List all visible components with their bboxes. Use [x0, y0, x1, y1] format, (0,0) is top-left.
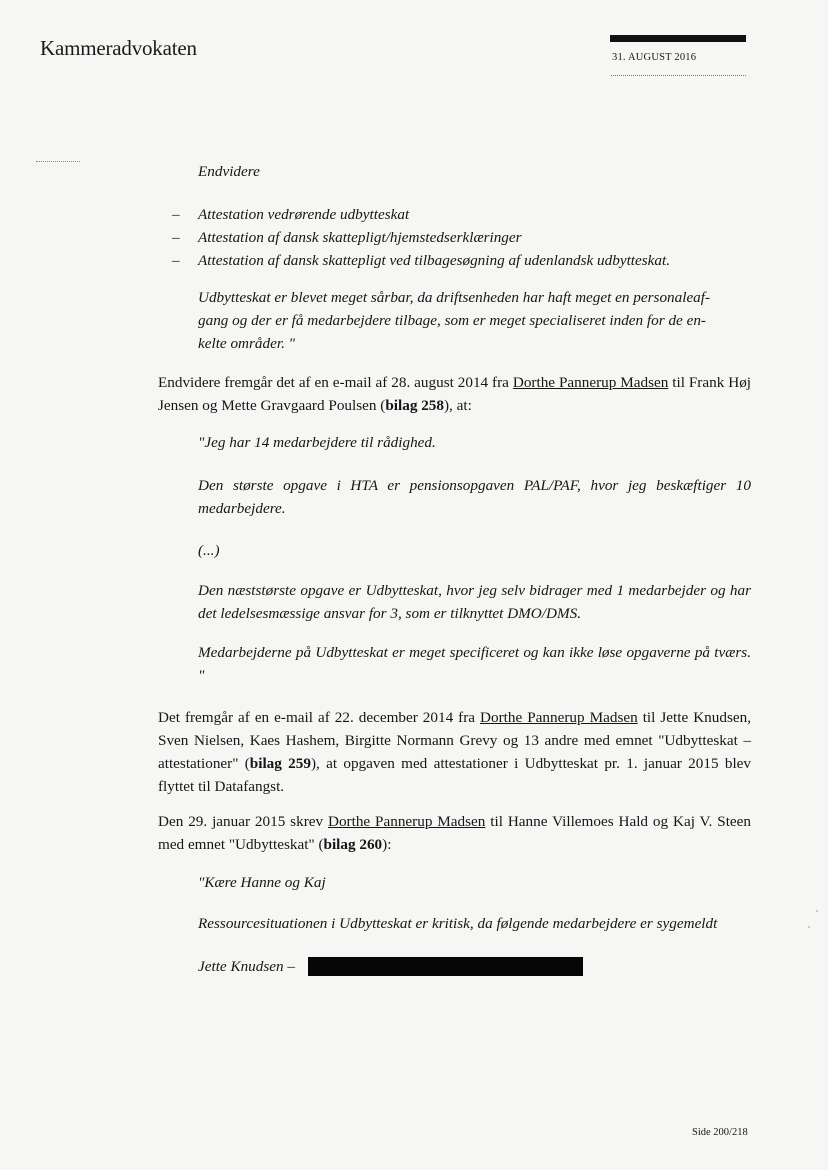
text-run: til Frank Høj Jensen og Mette Gravgaard Poulsen (	[158, 374, 752, 414]
body-paragraph	[158, 371, 751, 417]
list-item	[172, 203, 752, 226]
quote-ellipsis: (...)	[198, 542, 220, 559]
header-rule	[610, 35, 746, 42]
margin-marker	[36, 161, 80, 162]
text-run: ), at:	[444, 397, 472, 414]
text-run: Den 29. januar 2015 skrev	[158, 813, 328, 830]
quote-paragraph: Den største opgave i HTA er pensionsopgaven PAL/PAF, hvor jeg beskæftiger 10 medarbejdere.	[198, 477, 751, 517]
attestation-list	[172, 203, 752, 272]
dash-bullet: –	[172, 206, 180, 223]
dash-bullet: –	[172, 252, 180, 269]
endvidere-heading: Endvidere	[198, 163, 260, 180]
page-number: Side 200/218	[692, 1127, 748, 1138]
brand-name: Kammeradvokaten	[40, 36, 197, 60]
bilag-reference: bilag 258	[385, 397, 444, 414]
text-run: ), at opgaven med attestationer i Udbytteskat pr. 1. januar 2015 blev flyttet til Datafangst.	[158, 755, 751, 795]
quote-name: Jette Knudsen –	[198, 958, 296, 975]
quote-paragraph	[198, 286, 751, 355]
scan-speck	[816, 910, 818, 912]
quote-line: "Jeg har 14 medarbejdere til rådighed.	[198, 434, 436, 451]
quote-line: kelte områder. "	[198, 335, 296, 352]
text-run: ):	[382, 836, 392, 853]
document-date: 31. AUGUST 2016	[612, 52, 697, 63]
bilag-reference: bilag 259	[249, 755, 311, 772]
text-run: Det fremgår af en e-mail af 22. december 2014 fra	[158, 709, 481, 726]
dash-bullet: –	[172, 229, 180, 246]
person-name: Dorthe Pannerup Madsen	[327, 813, 486, 830]
person-name: Dorthe Pannerup Madsen	[512, 374, 669, 391]
quote-greeting: "Kære Hanne og Kaj	[198, 874, 326, 891]
quote-paragraph: Den næststørste opgave er Udbytteskat, hvor jeg selv bidrager med 1 medarbejder og har det ledelsesmæssige ansvar for 3, som er tilknyttet DMO/DMS.	[198, 582, 751, 622]
list-item	[172, 226, 752, 249]
quote-line: Ressourcesituationen i Udbytteskat er kritisk, da følgende medarbejdere er sygemeldt	[198, 915, 718, 932]
list-item-text: Attestation vedrørende udbytteskat	[198, 206, 410, 223]
bilag-reference: bilag 260	[323, 836, 383, 853]
date-underline	[611, 75, 746, 76]
text-run: til Jette Knudsen, Sven Nielsen, Kaes Hashem, Birgitte Normann Grevy og 13 andre med emnet "Udbytteskat – attestationer" (	[158, 709, 751, 772]
quote-line: Udbytteskat er blevet meget sårbar, da driftsenheden har haft meget en personaleaf-	[198, 289, 711, 306]
quote-line: gang og der er få medarbejdere tilbage, som er meget specialiseret inden for de en-	[198, 312, 706, 329]
list-item-text: Attestation af dansk skattepligt ved tilbagesøgning af udenlandsk udbytteskat.	[198, 252, 671, 269]
text-run: til Hanne Villemoes Hald og Kaj V. Steen med emnet "Udbytteskat" (	[158, 813, 751, 853]
quote-paragraph: Medarbejderne på Udbytteskat er meget specificeret og kan ikke løse opgaverne på tværs. "	[198, 644, 751, 684]
text-run: Endvidere fremgår det af en e-mail af 28. august 2014 fra	[158, 374, 513, 391]
list-item-text: Attestation af dansk skattepligt/hjemstedserklæringer	[198, 229, 522, 246]
body-paragraph	[158, 706, 751, 798]
body-paragraph	[158, 810, 751, 856]
redaction-bar	[308, 957, 583, 976]
scan-speck	[808, 926, 810, 928]
person-name: Dorthe Pannerup Madsen	[480, 709, 638, 726]
list-item	[172, 249, 752, 272]
